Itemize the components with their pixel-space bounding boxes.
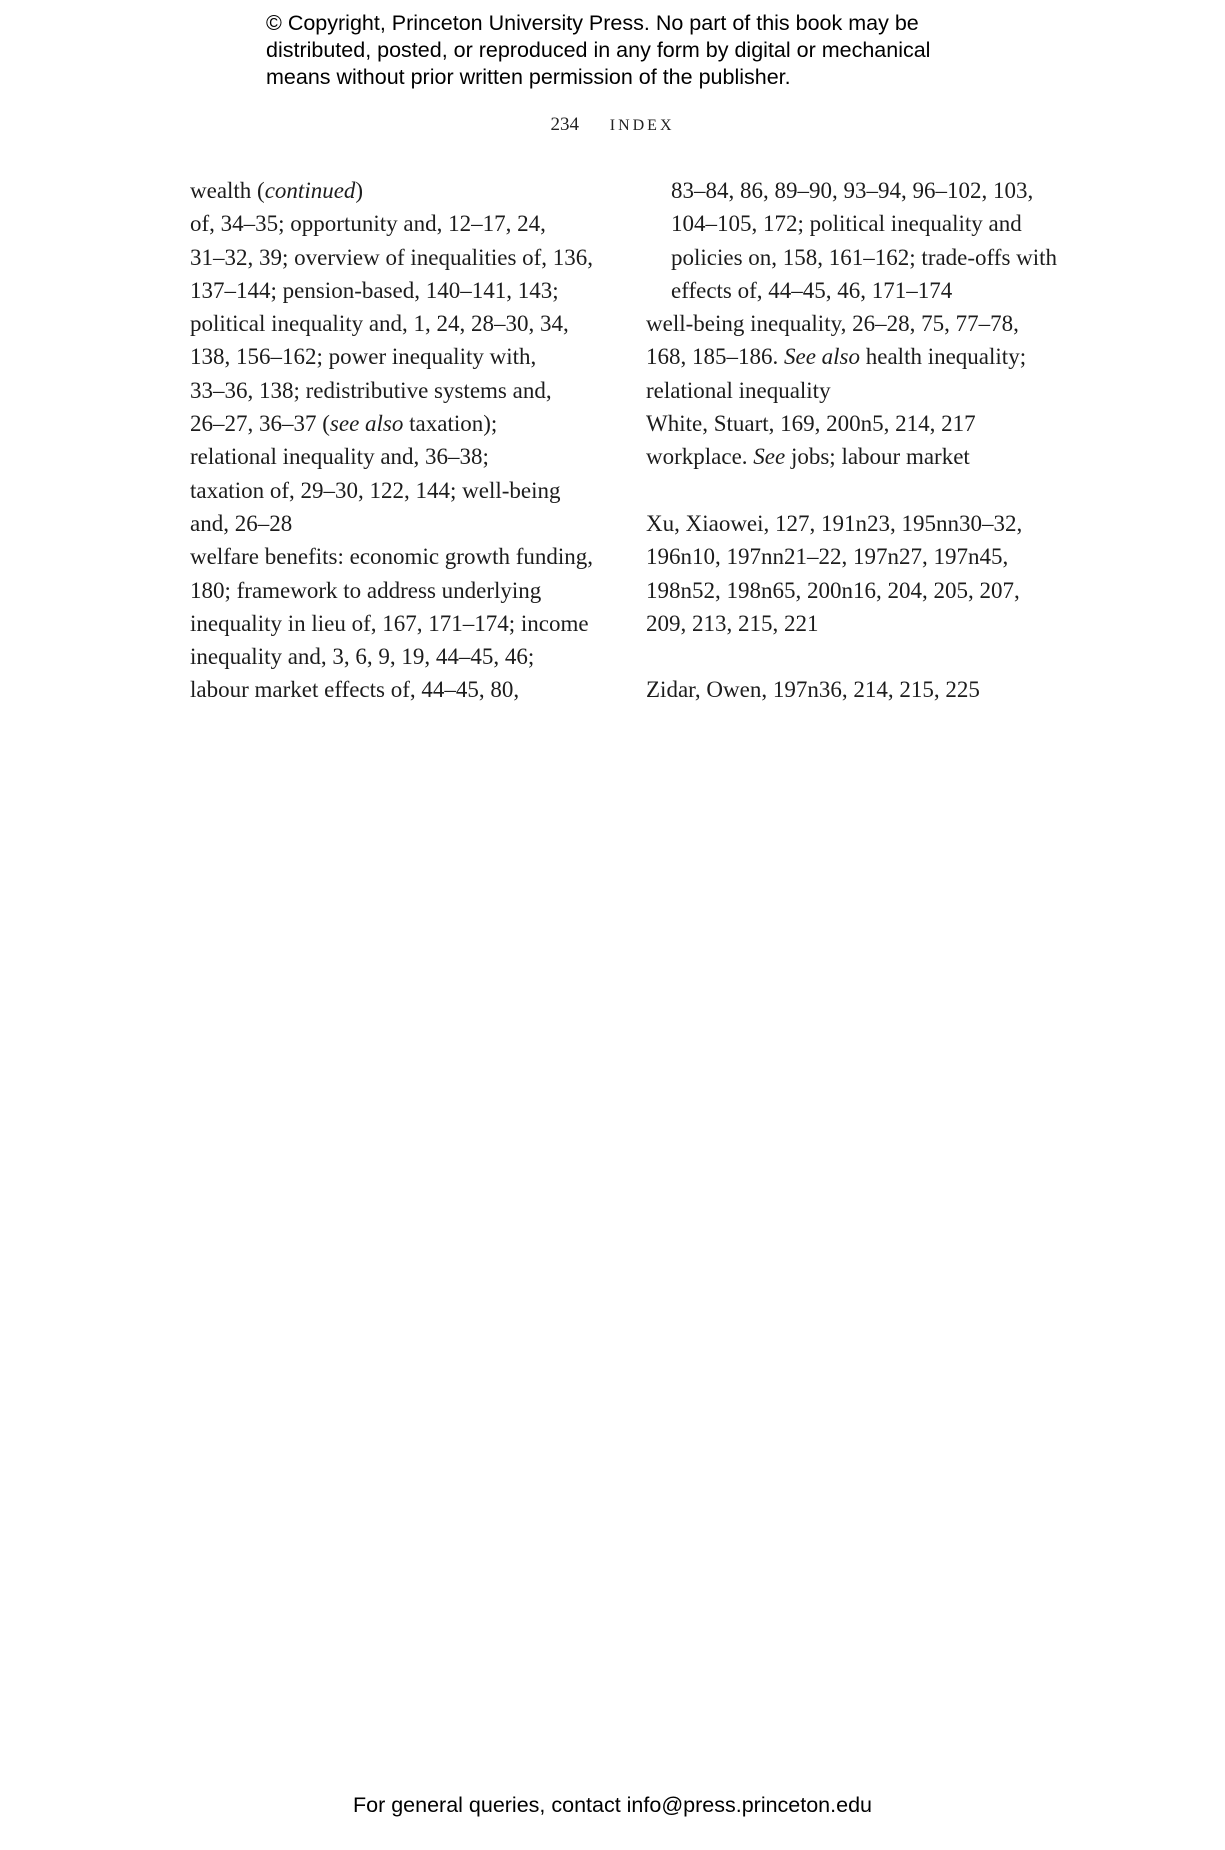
index-line: of, 34–35; opportunity and, 12–17, 24,	[190, 211, 546, 237]
cross-reference-label: See	[753, 444, 786, 470]
index-entry-zidar-owen	[646, 673, 1066, 706]
index-line: 104–105, 172; political inequality and	[671, 211, 1022, 237]
index-line: welfare benefits: economic growth funding,	[190, 544, 594, 570]
index-line: 196n10, 197nn21–22, 197n27, 197n45,	[646, 544, 1009, 570]
index-line: 209, 213, 215, 221	[646, 610, 819, 636]
index-line	[190, 407, 605, 440]
index-line: relational inequality	[646, 377, 831, 403]
index-line: political inequality and, 1, 24, 28–30, 34,	[190, 311, 569, 337]
index-line: well-being inequality, 26–28, 75, 77–78,	[646, 311, 1019, 337]
index-line: 198n52, 198n65, 200n16, 204, 205, 207,	[646, 577, 1020, 603]
index-line: taxation of, 29–30, 122, 144; well-being	[190, 477, 561, 503]
index-line: effects of, 44–45, 46, 171–174	[671, 277, 953, 303]
index-text: 26–27, 36–37 (	[190, 411, 330, 437]
index-line	[646, 340, 1066, 373]
section-title: INDEX	[609, 117, 675, 134]
index-line: policies on, 158, 161–162; trade-offs with	[671, 244, 1058, 270]
index-entry-welfare-continued	[646, 174, 1066, 307]
index-line: 138, 156–162; power inequality with,	[190, 344, 537, 370]
index-line: 31–32, 39; overview of inequalities of, 136,	[190, 244, 594, 270]
letter-group-gap	[646, 474, 1066, 507]
index-text: jobs; labour market	[785, 444, 970, 470]
footer-contact: For general queries, contact info@press.princeton.edu	[352, 1793, 872, 1817]
index-line: inequality and, 3, 6, 9, 19, 44–45, 46;	[190, 644, 535, 670]
index-text: taxation);	[403, 411, 498, 437]
running-head	[0, 114, 1225, 136]
entry-term: wealth (	[190, 178, 265, 203]
cross-reference-label: see also	[329, 411, 404, 437]
letter-group-gap	[646, 640, 1066, 673]
index-column-left	[190, 174, 605, 707]
index-entry-welfare-benefits	[190, 540, 605, 706]
index-entry-xu-xiaowei	[646, 507, 1066, 640]
copyright-line: © Copyright, Princeton University Press. No part of this book may be	[266, 11, 919, 35]
index-line: inequality in lieu of, 167, 171–174; income	[190, 610, 589, 636]
index-text: health inequality;	[860, 344, 1027, 370]
entry-paren: )	[355, 178, 364, 203]
copyright-line: means without prior written permission of the publisher.	[266, 65, 791, 89]
index-column-right	[646, 174, 1066, 707]
index-entry-white-stuart	[646, 407, 1066, 440]
index-text: 168, 185–186.	[646, 344, 784, 370]
index-line: and, 26–28	[190, 510, 293, 536]
index-line: White, Stuart, 169, 200n5, 214, 217	[646, 411, 976, 437]
copyright-notice	[266, 10, 1026, 91]
page-number: 234	[550, 114, 579, 135]
index-line: Zidar, Owen, 197n36, 214, 215, 225	[646, 677, 980, 703]
index-entry-workplace	[646, 440, 1066, 473]
index-entry-well-being-inequality	[646, 307, 1066, 407]
index-entry-heading	[190, 174, 605, 207]
cross-reference-label: See also	[784, 344, 861, 370]
index-entry-wealth	[190, 174, 605, 540]
index-line: labour market effects of, 44–45, 80,	[190, 677, 520, 703]
index-line	[646, 440, 1066, 473]
index-line: relational inequality and, 36–38;	[190, 444, 489, 470]
index-line: 137–144; pension-based, 140–141, 143;	[190, 277, 559, 303]
index-line: 83–84, 86, 89–90, 93–94, 96–102, 103,	[671, 178, 1034, 203]
index-line: Xu, Xiaowei, 127, 191n23, 195nn30–32,	[646, 510, 1023, 536]
copyright-line: distributed, posted, or reproduced in any form by digital or mechanical	[266, 38, 931, 62]
index-line: 33–36, 138; redistributive systems and,	[190, 377, 552, 403]
index-line: 180; framework to address underlying	[190, 577, 542, 603]
continued-label: continued	[264, 178, 356, 203]
index-text: workplace.	[646, 444, 754, 470]
